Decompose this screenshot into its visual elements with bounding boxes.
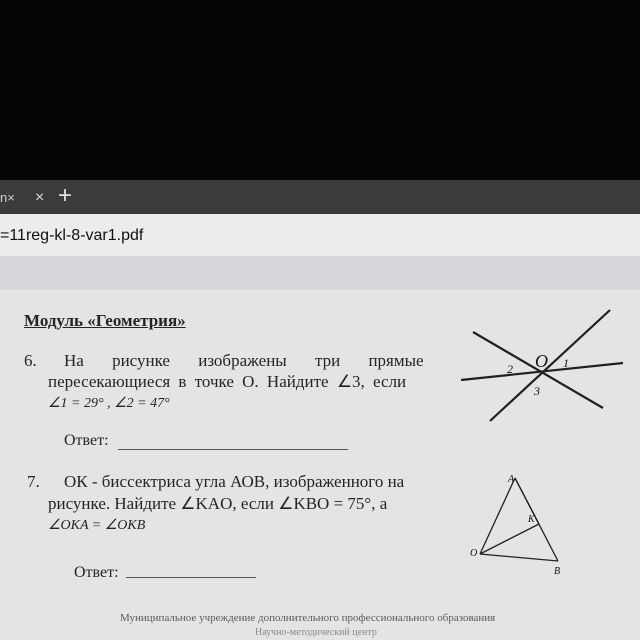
figure-6-label-3: 3 <box>534 384 540 398</box>
figure-6-label-2: 2 <box>507 362 513 376</box>
problem-7-line-1: ОК - биссектриса угла АОВ, изображенного на <box>64 472 405 491</box>
viewer-background <box>0 256 640 290</box>
problem-6-answer-line[interactable] <box>118 449 348 450</box>
problem-7-number: 7. <box>27 472 40 491</box>
problem-6-line-2: пересекающиеся в точке О. Найдите ∠3, если <box>48 372 407 391</box>
figure-6-label-o: О <box>535 351 548 371</box>
problem-7-answer-label: Ответ: <box>74 564 119 581</box>
module-title: Модуль «Геометрия» <box>24 311 186 330</box>
browser-tab-bar <box>0 180 640 214</box>
document-footer: Муниципальное учреждение дополнительного профессионального образования <box>120 612 496 624</box>
problem-6-line-1: На рисунке изображены три прямые <box>64 351 424 370</box>
angle-bisector-diagram <box>470 470 585 580</box>
monitor-dark-area <box>0 0 640 180</box>
figure-7-label-k: K <box>528 514 535 525</box>
problem-7-answer-line[interactable] <box>126 577 256 578</box>
three-lines-diagram <box>455 325 625 430</box>
problem-6-answer-label: Ответ: <box>64 432 109 449</box>
figure-7-label-b: B <box>554 566 561 577</box>
problem-6-number: 6. <box>24 351 37 370</box>
figure-7-label-a: A <box>508 474 515 485</box>
new-tab-button[interactable]: + <box>58 182 73 209</box>
problem-7-line-3: ∠OKA = ∠OKB <box>48 518 146 533</box>
problem-7-line-2: рисунке. Найдите ∠KAO, если ∠KBO = 75°, а <box>48 494 388 513</box>
browser-tab[interactable]: n× <box>0 190 15 205</box>
pdf-file-name: =11reg-kl-8-var1.pdf <box>0 227 144 244</box>
close-tab-icon[interactable]: × <box>35 189 45 206</box>
document-footer-partial: Научно-методический центр <box>255 627 377 638</box>
figure-6-label-1: 1 <box>563 356 569 370</box>
problem-6-line-3: ∠1 = 29° , ∠2 = 47° <box>48 396 170 411</box>
figure-7-label-o: O <box>470 548 478 559</box>
